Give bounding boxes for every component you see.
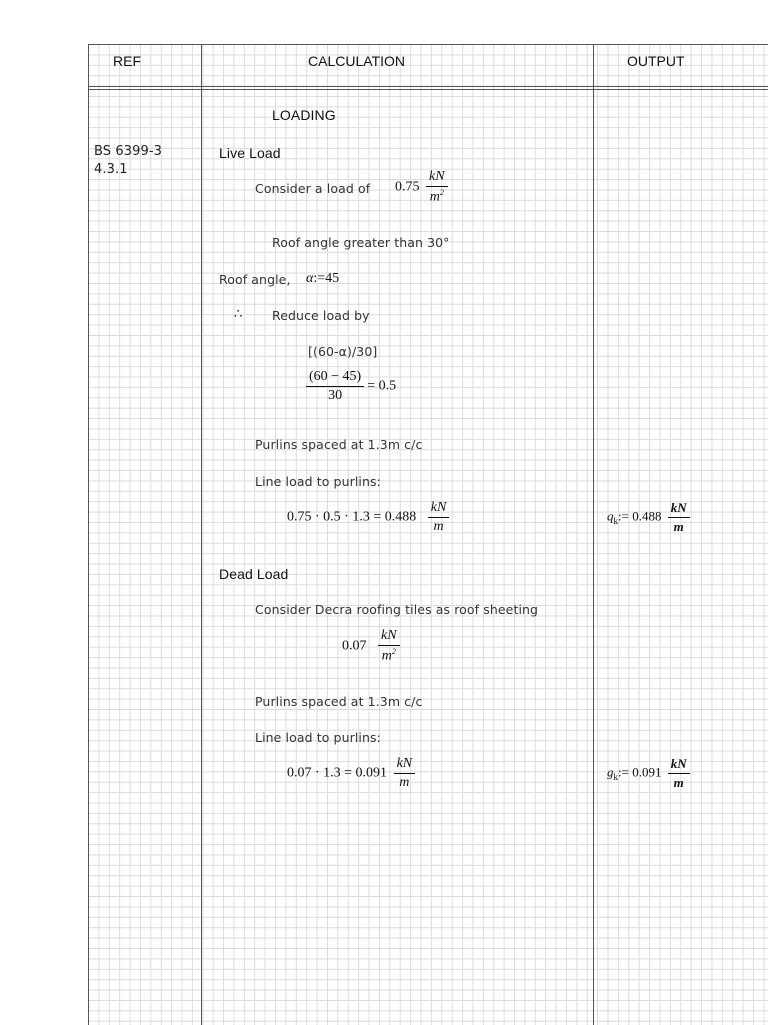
- header-ref: REF: [113, 53, 141, 69]
- live-load-unit: [426, 169, 448, 206]
- live-line-load-calc: [287, 500, 452, 535]
- assign-operator: :=: [313, 271, 326, 286]
- fraction-result: = 0.5: [367, 378, 397, 394]
- dead-load-unit: [378, 628, 400, 665]
- calculation-sheet: [88, 44, 768, 1025]
- output-gk: [607, 756, 693, 791]
- gk-symbol: g: [607, 764, 614, 780]
- unit-denominator: [382, 646, 396, 665]
- dead-calc-expression: 0.07 · 1.3 = 0.091: [287, 765, 388, 781]
- live-line-load-label: Line load to purlins:: [255, 474, 381, 489]
- unit-numerator: kN: [426, 169, 448, 187]
- reduction-factor-fraction: [306, 369, 364, 404]
- dead-load-number: 0.07: [342, 638, 367, 654]
- unit-numerator: kN: [668, 500, 690, 518]
- live-load-heading: Live Load: [219, 145, 281, 161]
- dead-load-value: [342, 628, 403, 665]
- roof-angle-note: Roof angle greater than 30°: [272, 235, 450, 250]
- reduce-formula: [(60-α)/30]: [308, 344, 378, 359]
- alpha-definition: [306, 271, 339, 287]
- alpha-symbol: α: [306, 271, 314, 286]
- gk-value: := 0.091: [618, 764, 662, 780]
- header-divider-double: [89, 89, 768, 90]
- ref-column-divider: [201, 45, 202, 1025]
- unit-den-exponent: 2: [439, 188, 444, 197]
- header-calculation: CALCULATION: [308, 53, 405, 69]
- output-qk: [607, 500, 693, 535]
- qk-value: := 0.488: [618, 508, 662, 524]
- live-calc-expression: 0.75 · 0.5 · 1.3 = 0.488: [287, 509, 417, 525]
- live-consider-text: Consider a load of: [255, 181, 371, 196]
- section-title: LOADING: [272, 107, 336, 123]
- output-column-divider: [593, 45, 594, 1025]
- ref-clause: 4.3.1: [94, 162, 128, 177]
- unit-denominator: m: [673, 775, 684, 790]
- reduction-fraction: [303, 369, 396, 404]
- therefore-symbol: ∴: [234, 307, 243, 322]
- dead-purlin-spacing: Purlins spaced at 1.3m c/c: [255, 694, 423, 709]
- unit-numerator: kN: [428, 500, 450, 518]
- header-output: OUTPUT: [627, 53, 685, 69]
- dead-line-load-label: Line load to purlins:: [255, 730, 381, 745]
- unit-numerator: kN: [394, 756, 416, 774]
- ref-code: BS 6399-3: [94, 144, 163, 159]
- unit-denominator: m: [399, 775, 410, 790]
- live-load-number: 0.75: [395, 179, 420, 195]
- qk-unit: [668, 500, 690, 535]
- live-calc-unit: [428, 500, 450, 535]
- qk-symbol: q: [607, 508, 614, 524]
- header-divider: [89, 86, 768, 87]
- dead-calc-unit: [394, 756, 416, 791]
- unit-denominator: m: [433, 519, 444, 534]
- qk-subscript: k: [613, 516, 618, 527]
- dead-consider-text: Consider Decra roofing tiles as roof sheeting: [255, 602, 539, 617]
- unit-numerator: kN: [378, 628, 400, 646]
- gk-subscript: k: [613, 772, 618, 783]
- roof-angle-label: Roof angle,: [219, 272, 291, 287]
- fraction-denominator: 30: [328, 388, 343, 403]
- dead-line-load-calc: [287, 756, 418, 791]
- live-load-value: [395, 169, 451, 206]
- live-purlin-spacing: Purlins spaced at 1.3m c/c: [255, 437, 423, 452]
- unit-denominator: [430, 187, 444, 206]
- alpha-value: 45: [325, 271, 340, 286]
- reduce-text: Reduce load by: [272, 308, 370, 323]
- unit-numerator: kN: [668, 756, 690, 774]
- dead-load-heading: Dead Load: [219, 566, 289, 582]
- fraction-numerator: (60 − 45): [306, 369, 364, 387]
- unit-denominator: m: [673, 519, 684, 534]
- unit-den-base: m: [381, 648, 392, 664]
- unit-den-exponent: 2: [391, 647, 396, 656]
- gk-unit: [668, 756, 690, 791]
- unit-den-base: m: [429, 189, 440, 205]
